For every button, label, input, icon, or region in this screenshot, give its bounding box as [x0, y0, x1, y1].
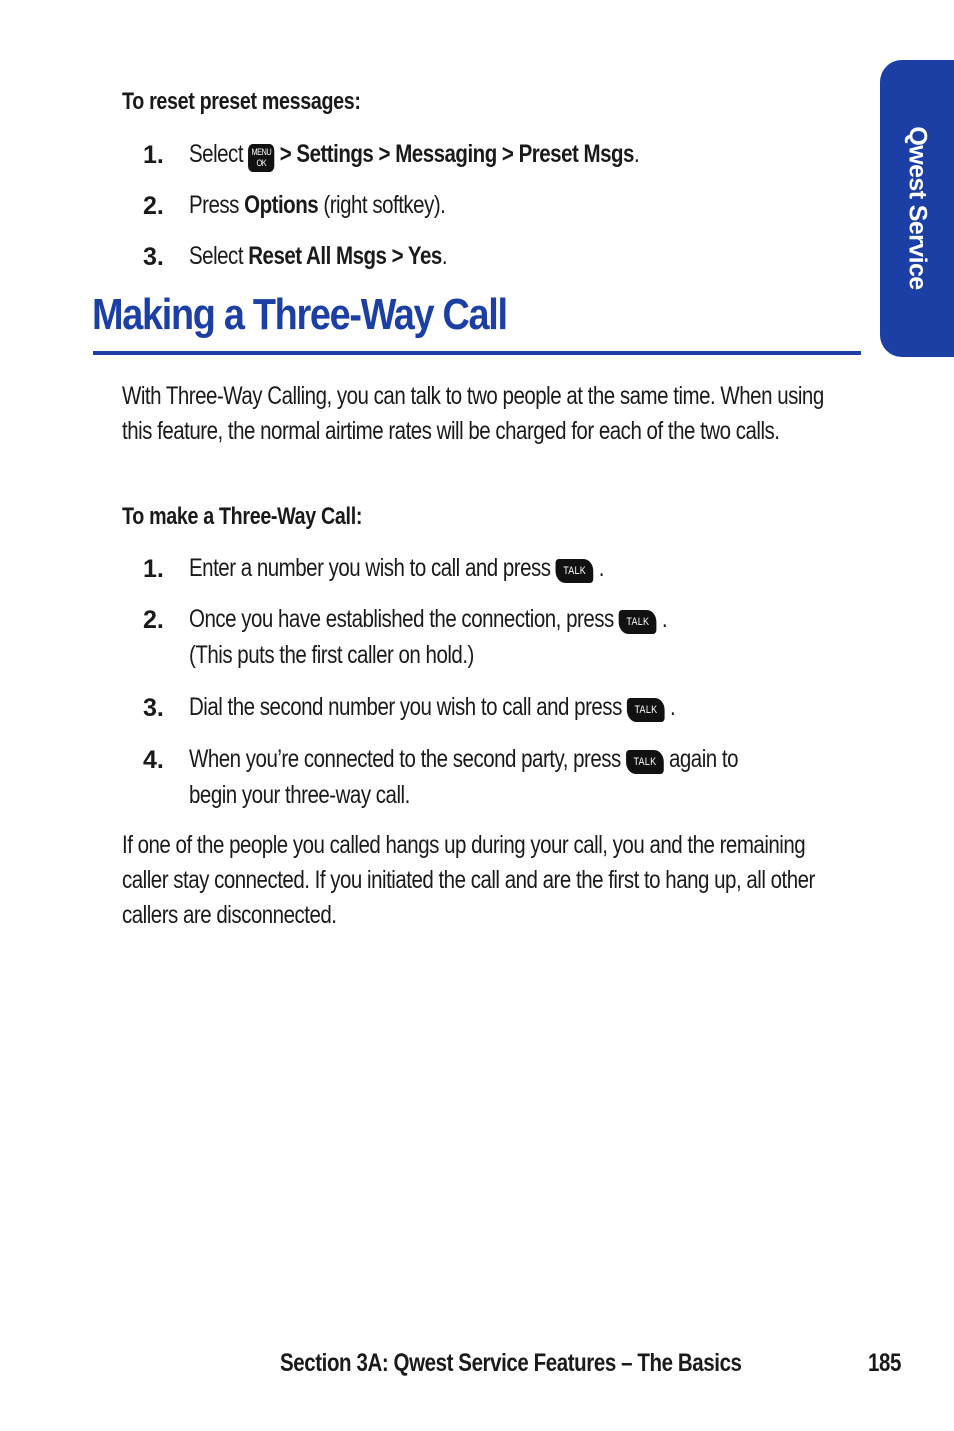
reset-step-3: Select Reset All Msgs > Yes.	[189, 242, 448, 270]
make-step-3-number: 3.	[143, 694, 164, 722]
talk-key-icon: TALK	[619, 610, 657, 634]
closing-paragraph: If one of the people you called hangs up during your call, you and the remaining caller stay connected. If you initiated the call and are the first to hang up, all other callers are disconnected.	[122, 831, 815, 929]
make-step-1: Enter a number you wish to call and press TALK .	[189, 554, 604, 582]
make-step-4-number: 4.	[143, 746, 164, 774]
make-step-1-number: 1.	[143, 555, 164, 583]
make-step-2-line-2: (This puts the first caller on hold.)	[189, 641, 474, 669]
talk-key-icon: TALK	[556, 559, 594, 583]
make-step-3: Dial the second number you wish to call and press TALK .	[189, 693, 676, 721]
section-tab-label: Qwest Service	[903, 126, 932, 290]
page-title: Making a Three-Way Call	[92, 290, 507, 339]
talk-key-icon: TALK	[627, 698, 665, 722]
title-rule	[93, 351, 861, 355]
make-step-4-line-2: begin your three-way call.	[189, 781, 410, 809]
reset-step-1-number: 1.	[143, 141, 164, 169]
page-number: 185	[868, 1349, 901, 1377]
menu-ok-key-icon: MENU OK	[248, 144, 274, 172]
reset-heading: To reset preset messages:	[122, 88, 361, 115]
section-tab	[880, 60, 954, 357]
reset-step-2: Press Options (right softkey).	[189, 191, 446, 219]
footer-section-title: Section 3A: Qwest Service Features – The Basics	[280, 1349, 742, 1377]
talk-key-icon: TALK	[626, 750, 664, 774]
reset-step-1: Select MENU OK > Settings > Messaging > Preset Msgs.	[189, 140, 738, 172]
make-step-2: Once you have established the connection, press TALK .	[189, 605, 668, 633]
make-call-heading: To make a Three-Way Call:	[122, 503, 363, 530]
make-step-2-number: 2.	[143, 606, 164, 634]
reset-step-3-number: 3.	[143, 243, 164, 271]
make-step-4: When you’re connected to the second party, press TALK again to	[189, 745, 738, 773]
intro-paragraph: With Three-Way Calling, you can talk to two people at the same time. When using this feature, the normal airtime rates will be charged for each of the two calls.	[122, 382, 824, 445]
reset-step-2-number: 2.	[143, 192, 164, 220]
